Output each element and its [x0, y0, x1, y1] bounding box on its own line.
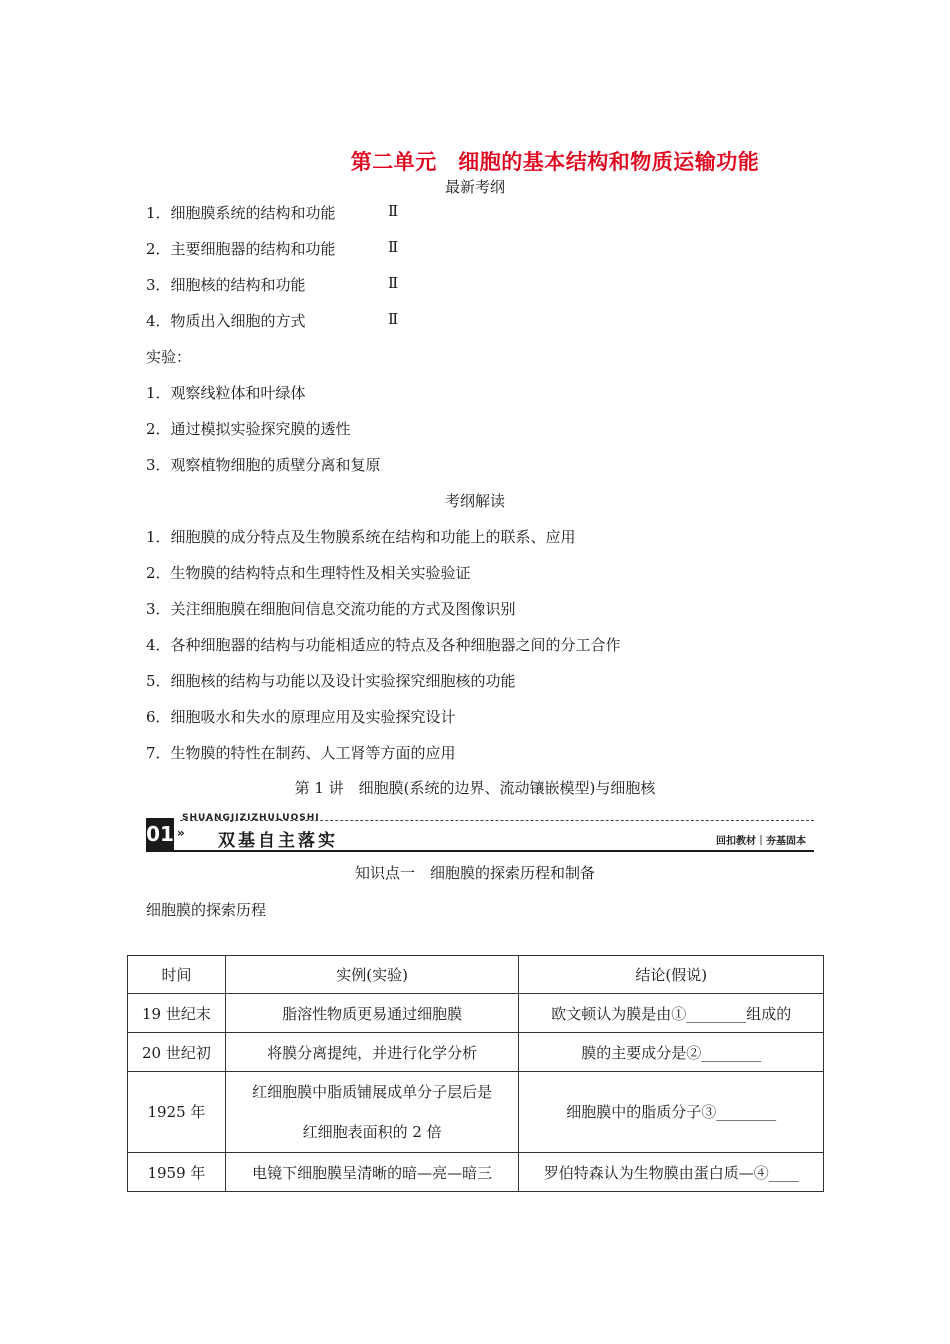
history-label: 细胞膜的探索历程 — [146, 901, 267, 919]
interpretation-item: 1．细胞膜的成分特点及生物膜系统在结构和功能上的联系、应用 — [146, 528, 576, 546]
syllabus-heading: 最新考纲 — [444, 178, 505, 196]
banner-number: 01 — [146, 818, 174, 850]
table-row — [128, 994, 824, 1033]
experiment-item: 2．通过模拟实验探究膜的透性 — [146, 420, 351, 438]
interpretation-item: 3．关注细胞膜在细胞间信息交流功能的方式及图像识别 — [146, 600, 516, 618]
banner-bottom-rule — [146, 850, 814, 852]
syllabus-item: 3．细胞核的结构和功能 — [146, 276, 306, 294]
cell-time: 19 世纪末 — [128, 994, 226, 1033]
cell-example: 将膜分离提纯，并进行化学分析 — [225, 1033, 519, 1072]
syllabus-item: 2．主要细胞器的结构和功能 — [146, 240, 336, 258]
double-chevron-icon: » — [177, 826, 185, 840]
interpretation-heading: 考纲解读 — [444, 492, 505, 510]
experiment-item: 3．观察植物细胞的质壁分离和复原 — [146, 456, 381, 474]
experiment-label: 实验： — [146, 348, 192, 366]
cell-example-line: 红细胞表面积的 2 倍 — [302, 1123, 442, 1141]
cell-example — [225, 1072, 519, 1153]
cell-time: 1959 年 — [128, 1153, 226, 1192]
table-row — [128, 1033, 824, 1072]
banner-pinyin: SHUANGJIZIZHULUOSHI — [182, 813, 320, 823]
header-time: 时间 — [128, 956, 226, 994]
cell-conclusion: 罗伯特森认为生物膜由蛋白质—④____ — [519, 1153, 824, 1192]
cell-example: 电镜下细胞膜呈清晰的暗—亮—暗三 — [225, 1153, 519, 1192]
syllabus-level: Ⅱ — [388, 238, 399, 256]
lecture-title: 第 1 讲 细胞膜(系统的边界、流动镶嵌模型)与细胞核 — [294, 779, 656, 797]
knowledge-point-title: 知识点一 细胞膜的探索历程和制备 — [354, 864, 595, 882]
syllabus-level: Ⅱ — [388, 310, 399, 328]
interpretation-item: 5．细胞核的结构与功能以及设计实验探究细胞核的功能 — [146, 672, 516, 690]
syllabus-level: Ⅱ — [388, 274, 399, 292]
interpretation-item: 7．生物膜的特性在制药、人工肾等方面的应用 — [146, 744, 456, 762]
syllabus-item: 4．物质出入细胞的方式 — [146, 312, 306, 330]
cell-conclusion: 欧文顿认为膜是由①________组成的 — [519, 994, 824, 1033]
header-conclusion: 结论(假说) — [519, 956, 824, 994]
cell-example: 脂溶性物质更易通过细胞膜 — [225, 994, 519, 1033]
cell-time: 1925 年 — [128, 1072, 226, 1153]
interpretation-item: 4．各种细胞器的结构与功能相适应的特点及各种细胞器之间的分工合作 — [146, 636, 621, 654]
table-row — [128, 1072, 824, 1153]
syllabus-level: Ⅱ — [388, 202, 399, 220]
interpretation-item: 6．细胞吸水和失水的原理应用及实验探究设计 — [146, 708, 456, 726]
header-example: 实例(实验) — [225, 956, 519, 994]
history-table — [127, 955, 824, 1192]
cell-time: 20 世纪初 — [128, 1033, 226, 1072]
unit-title: 第二单元 细胞的基本结构和物质运输功能 — [350, 150, 760, 174]
cell-example-line: 红细胞膜中脂质铺展成单分子层后是 — [252, 1083, 493, 1101]
cell-conclusion: 细胞膜中的脂质分子③________ — [519, 1072, 824, 1153]
banner-title: 双基自主落实 — [218, 831, 338, 851]
cell-conclusion: 膜的主要成分是②________ — [519, 1033, 824, 1072]
table-header-row — [128, 956, 824, 994]
table-row — [128, 1153, 824, 1192]
section-banner — [146, 814, 814, 852]
interpretation-item: 2．生物膜的结构特点和生理特性及相关实验验证 — [146, 564, 471, 582]
banner-right-text: 回扣教材｜夯基固本 — [716, 836, 806, 847]
experiment-item: 1．观察线粒体和叶绿体 — [146, 384, 306, 402]
syllabus-item: 1．细胞膜系统的结构和功能 — [146, 204, 336, 222]
